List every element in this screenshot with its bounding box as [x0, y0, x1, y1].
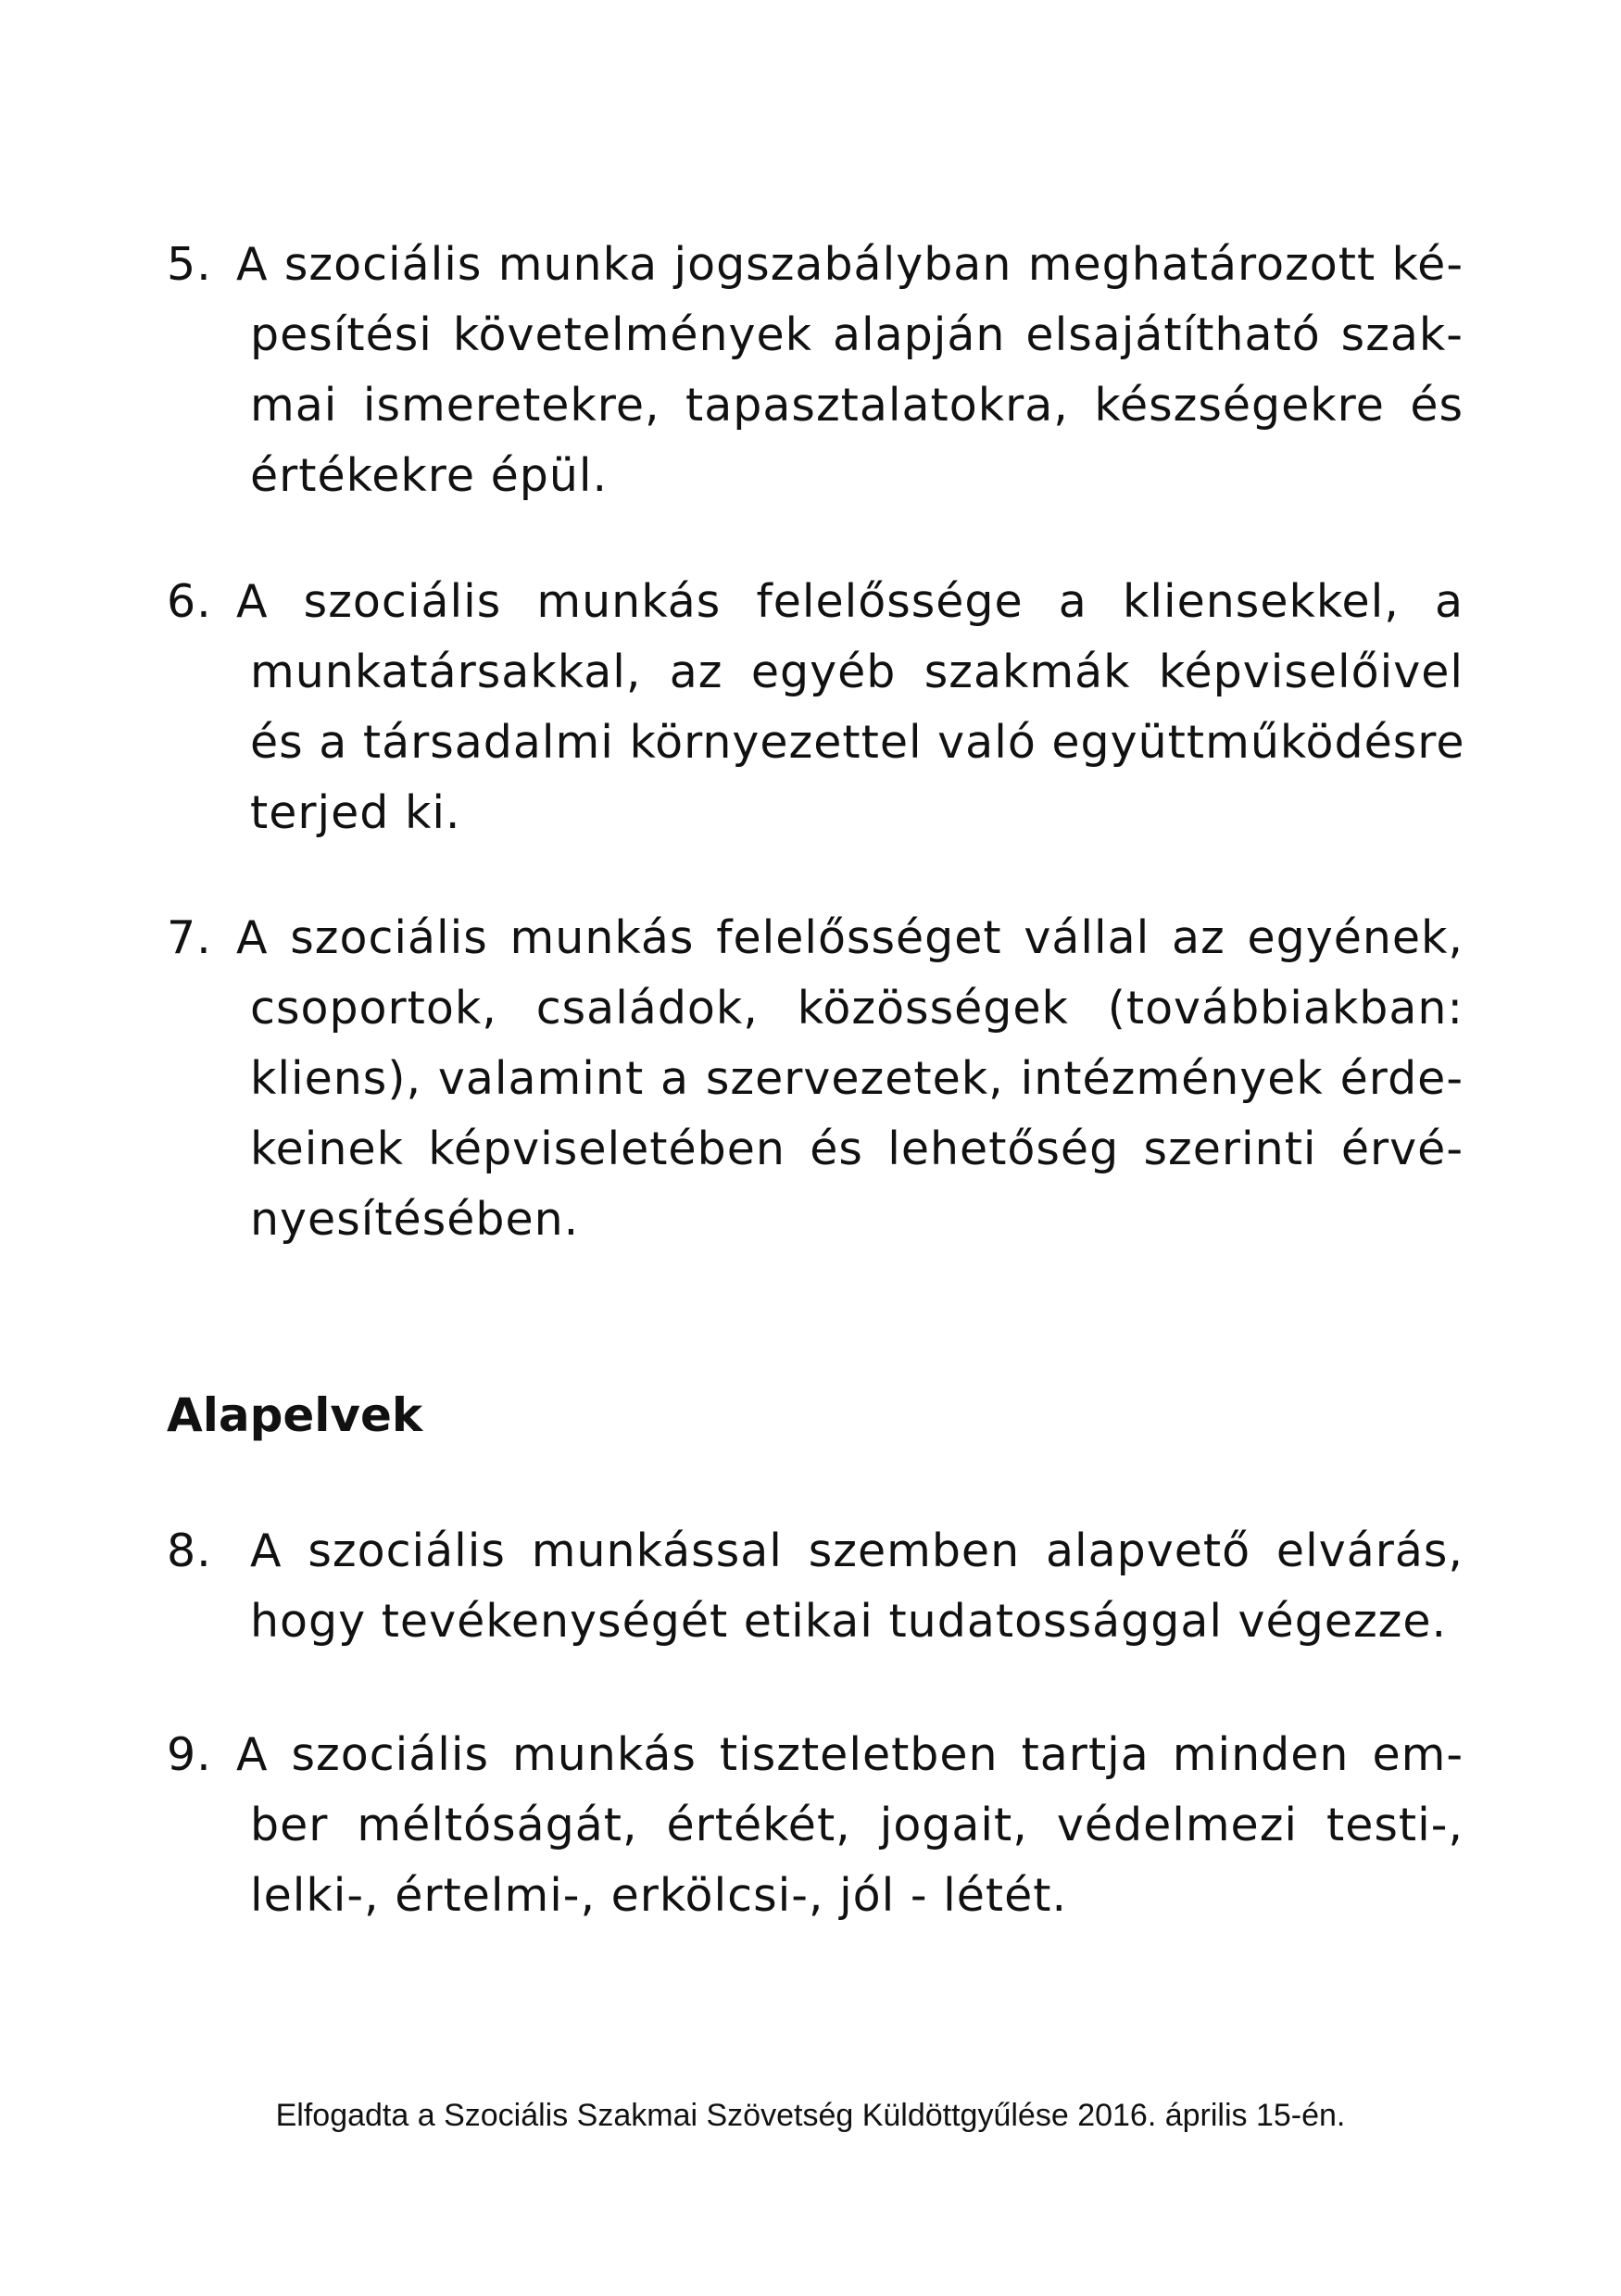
list-item-8	[167, 1516, 1464, 1657]
item-line: A szociális munkás felelőssége a kliensekkel, a	[236, 575, 1464, 628]
item-line: kliens), valamint a szervezetek, intézmények érde-	[250, 1052, 1464, 1105]
item-number: 5.	[167, 238, 212, 291]
item-line: A szociális munkással szemben alapvető elvárás,	[250, 1524, 1464, 1577]
item-line: csoportok, családok, közösségek (továbbiakban:	[250, 982, 1464, 1035]
item-line: munkatársakkal, az egyéb szakmák képviselőivel	[250, 646, 1464, 698]
item-line: A szociális munka jogszabályban meghatározott ké-	[236, 238, 1464, 291]
item-number: 6.	[167, 575, 212, 628]
item-number: 9.	[167, 1728, 212, 1781]
item-line: A szociális munkás felelősséget vállal az egyének,	[236, 911, 1464, 964]
section-heading: Alapelvek	[167, 1388, 423, 1442]
item-line: lelki-, értelmi-, erkölcsi-, jól - létét.	[250, 1869, 1068, 1922]
item-line: keinek képviseletében és lehetőség szerinti érvé-	[250, 1123, 1464, 1175]
item-line: hogy tevékenységét etikai tudatossággal végezze.	[250, 1595, 1448, 1648]
item-line: mai ismeretekre, tapasztalatokra, készségekre és	[250, 379, 1464, 432]
item-line: pesítési követelmények alapján elsajátítható szak-	[250, 308, 1464, 361]
list-item-6	[167, 567, 1464, 848]
item-number: 7.	[167, 911, 212, 964]
list-item-7	[167, 903, 1464, 1255]
item-line: és a társadalmi környezettel való együttműködésre	[250, 716, 1465, 769]
list-item-5	[167, 230, 1464, 511]
item-line: A szociális munkás tiszteletben tartja minden em-	[236, 1728, 1464, 1781]
item-line: értékekre épül.	[250, 449, 609, 502]
item-number: 8.	[167, 1524, 212, 1577]
item-line: nyesítésében.	[250, 1193, 580, 1246]
item-line: terjed ki.	[250, 786, 461, 839]
list-item-9	[167, 1720, 1464, 1931]
item-line: ber méltóságát, értékét, jogait, védelmezi testi-,	[250, 1799, 1464, 1851]
page-footer: Elfogadta a Szociális Szakmai Szövetség Küldöttgyűlése 2016. április 15-én.	[275, 2098, 1346, 2133]
